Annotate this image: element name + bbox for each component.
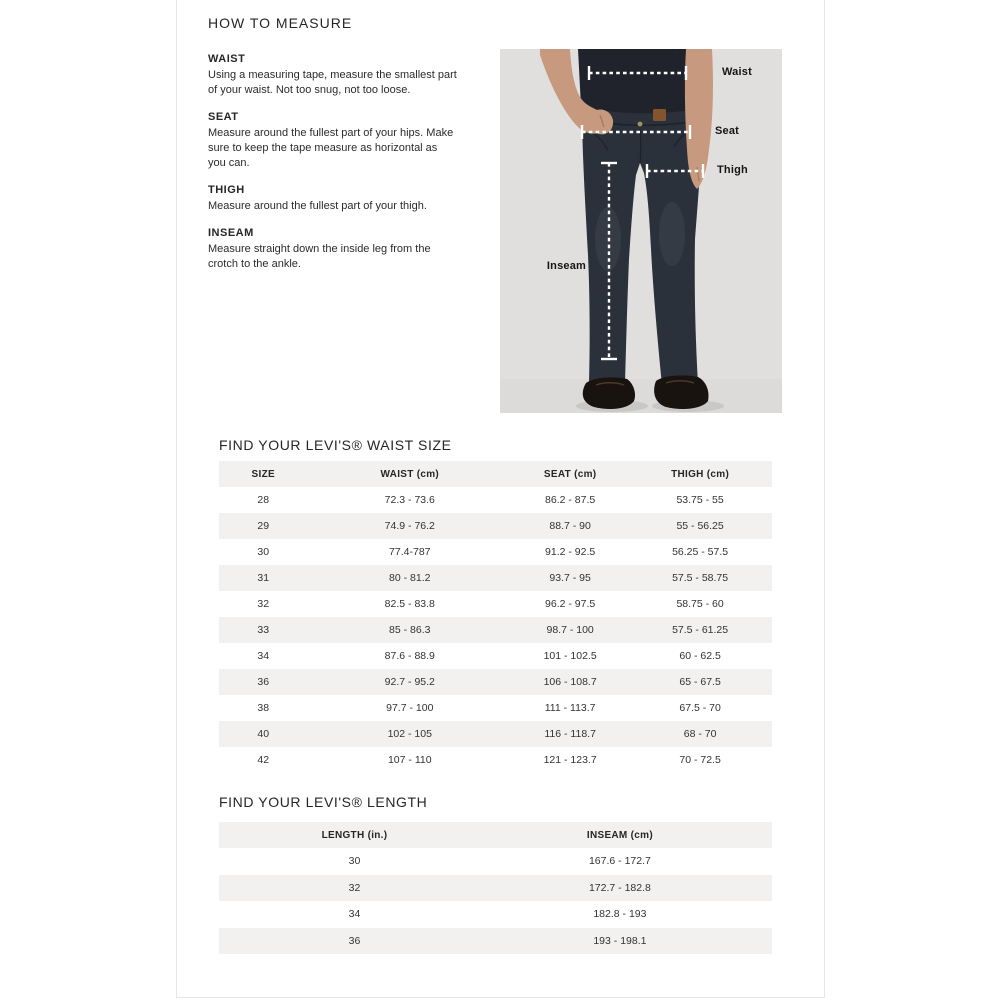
table-cell: 72.3 - 73.6 bbox=[384, 494, 435, 506]
measure-heading-thigh: THIGH bbox=[208, 184, 245, 196]
table-cell: 34 bbox=[348, 908, 361, 921]
table-cell: 98.7 - 100 bbox=[546, 624, 594, 636]
seat-label: Seat bbox=[715, 125, 740, 137]
length-table bbox=[219, 822, 772, 954]
table-row bbox=[219, 617, 772, 643]
table-cell: 106 - 108.7 bbox=[543, 676, 597, 688]
table-row bbox=[219, 591, 772, 617]
table-cell: 32 bbox=[348, 881, 361, 894]
table-cell: 65 - 67.5 bbox=[679, 676, 721, 688]
table-row bbox=[219, 643, 772, 669]
table-row bbox=[219, 565, 772, 591]
table-cell: 42 bbox=[257, 754, 270, 766]
inseam-label: Inseam bbox=[546, 260, 586, 272]
table-cell: 80 - 81.2 bbox=[389, 572, 431, 584]
column-header: WAIST (cm) bbox=[380, 468, 440, 480]
table-row bbox=[219, 747, 772, 773]
column-header: THIGH (cm) bbox=[671, 468, 730, 480]
table-cell: 193 - 198.1 bbox=[593, 934, 647, 947]
measure-heading-waist: WAIST bbox=[208, 53, 246, 65]
table-row bbox=[219, 901, 772, 928]
length-table-title: FIND YOUR LEVI'S® LENGTH bbox=[219, 794, 428, 810]
table-cell: 36 bbox=[257, 676, 270, 688]
table-cell: 74.9 - 76.2 bbox=[384, 520, 435, 532]
measure-body-waist: Using a measuring tape, measure the smallest part of your waist. Not too snug, not too loose. bbox=[208, 69, 457, 96]
measure-heading-inseam: INSEAM bbox=[208, 227, 254, 239]
how-to-measure-section bbox=[208, 15, 458, 285]
table-cell: 36 bbox=[348, 934, 361, 947]
table-row bbox=[219, 669, 772, 695]
measure-body-thigh: Measure around the fullest part of your thigh. bbox=[208, 200, 427, 212]
measure-item-seat bbox=[208, 111, 458, 171]
table-cell: 77.4-787 bbox=[389, 546, 431, 558]
table-cell: 92.7 - 95.2 bbox=[384, 676, 435, 688]
measure-item-waist bbox=[208, 53, 458, 98]
page-title: HOW TO MEASURE bbox=[208, 15, 353, 31]
table-cell: 30 bbox=[257, 546, 270, 558]
measure-body-inseam: Measure straight down the inside leg from the crotch to the ankle. bbox=[208, 243, 431, 270]
measurement-diagram bbox=[500, 49, 782, 413]
thigh-label: Thigh bbox=[717, 164, 748, 176]
column-header: SIZE bbox=[251, 468, 275, 480]
table-cell: 68 - 70 bbox=[683, 728, 717, 740]
table-row bbox=[219, 848, 772, 875]
table-cell: 57.5 - 61.25 bbox=[672, 624, 729, 636]
waist-size-table bbox=[219, 461, 772, 773]
table-cell: 172.7 - 182.8 bbox=[588, 881, 651, 894]
table-cell: 57.5 - 58.75 bbox=[672, 572, 729, 584]
table-cell: 102 - 105 bbox=[387, 728, 432, 740]
table-cell: 107 - 110 bbox=[387, 754, 432, 766]
table-cell: 111 - 113.7 bbox=[544, 702, 596, 714]
waist-table-body bbox=[219, 487, 772, 773]
table-cell: 34 bbox=[257, 650, 270, 662]
table-cell: 88.7 - 90 bbox=[549, 520, 591, 532]
model-photo-illustration bbox=[500, 49, 782, 413]
content-frame bbox=[176, 0, 825, 998]
measure-item-thigh bbox=[208, 184, 458, 214]
table-cell: 40 bbox=[257, 728, 270, 740]
table-cell: 31 bbox=[257, 572, 270, 584]
measure-item-inseam bbox=[208, 227, 458, 272]
table-cell: 182.8 - 193 bbox=[593, 908, 647, 921]
table-cell: 67.5 - 70 bbox=[679, 702, 721, 714]
table-cell: 87.6 - 88.9 bbox=[384, 650, 435, 662]
measure-body-seat: Measure around the fullest part of your hips. Make sure to keep the tape measure as horizontal as you can. bbox=[208, 127, 454, 169]
table-cell: 167.6 - 172.7 bbox=[588, 855, 651, 868]
table-row bbox=[219, 539, 772, 565]
table-cell: 93.7 - 95 bbox=[549, 572, 591, 584]
table-cell: 97.7 - 100 bbox=[386, 702, 434, 714]
table-cell: 85 - 86.3 bbox=[389, 624, 431, 636]
column-header: INSEAM (cm) bbox=[586, 829, 653, 841]
table-row bbox=[219, 695, 772, 721]
table-row bbox=[219, 487, 772, 513]
table-cell: 96.2 - 97.5 bbox=[545, 598, 596, 610]
table-row bbox=[219, 513, 772, 539]
table-cell: 28 bbox=[257, 494, 270, 506]
table-cell: 38 bbox=[257, 702, 270, 714]
table-row bbox=[219, 721, 772, 747]
table-row bbox=[219, 928, 772, 955]
table-cell: 56.25 - 57.5 bbox=[672, 546, 729, 558]
length-table-body bbox=[219, 848, 772, 954]
table-cell: 116 - 118.7 bbox=[544, 728, 596, 740]
table-cell: 60 - 62.5 bbox=[679, 650, 721, 662]
table-row bbox=[219, 875, 772, 902]
table-cell: 70 - 72.5 bbox=[679, 754, 721, 766]
column-header: LENGTH (in.) bbox=[321, 829, 388, 841]
table-cell: 58.75 - 60 bbox=[676, 598, 724, 610]
table-cell: 53.75 - 55 bbox=[676, 494, 724, 506]
length-table-header-row bbox=[219, 822, 772, 848]
table-cell: 101 - 102.5 bbox=[543, 650, 597, 662]
table-cell: 32 bbox=[257, 598, 270, 610]
table-cell: 29 bbox=[257, 520, 270, 532]
waist-label: Waist bbox=[722, 66, 752, 78]
waist-table-header-row bbox=[219, 461, 772, 487]
table-cell: 91.2 - 92.5 bbox=[545, 546, 596, 558]
measure-heading-seat: SEAT bbox=[208, 111, 239, 123]
table-cell: 86.2 - 87.5 bbox=[545, 494, 596, 506]
table-cell: 55 - 56.25 bbox=[676, 520, 724, 532]
column-header: SEAT (cm) bbox=[543, 468, 597, 480]
table-cell: 121 - 123.7 bbox=[543, 754, 597, 766]
table-cell: 30 bbox=[348, 855, 361, 868]
waist-table-title: FIND YOUR LEVI'S® WAIST SIZE bbox=[219, 437, 452, 453]
table-cell: 33 bbox=[257, 624, 270, 636]
table-cell: 82.5 - 83.8 bbox=[384, 598, 435, 610]
